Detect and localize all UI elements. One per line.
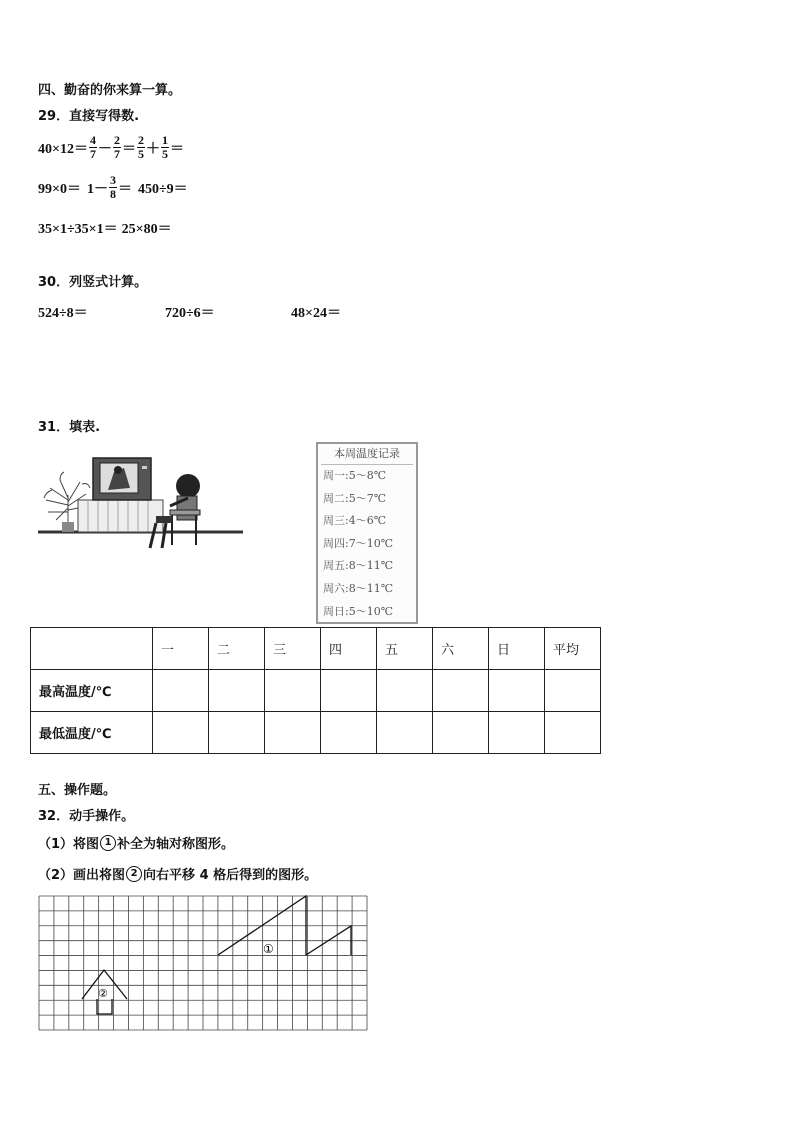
q29-row2-c: 450÷9＝ xyxy=(137,181,188,197)
q29-row2 xyxy=(38,174,188,201)
table-cell[interactable] xyxy=(265,712,321,754)
equals-sign: ＝ xyxy=(121,141,136,157)
q32-title: 32．动手操作。 xyxy=(38,809,135,824)
table-header-cell: 三 xyxy=(265,628,321,670)
q30-item-2: 720÷6＝ xyxy=(165,306,215,321)
shape-1-label: ① xyxy=(263,942,274,956)
table-header-cell: 五 xyxy=(377,628,433,670)
shape-2-label: ② xyxy=(98,987,108,1000)
notice-line: 周一:5～8℃ xyxy=(323,469,387,482)
plus-sign: ＋ xyxy=(145,141,160,157)
table-cell[interactable] xyxy=(545,712,601,754)
row-label-low: 最低温度/℃ xyxy=(31,712,153,754)
fraction: $\frac{2}{5}$ xyxy=(137,133,144,161)
q29-row2-a: 99×0＝ xyxy=(38,181,81,197)
table-cell[interactable] xyxy=(433,670,489,712)
table-cell[interactable] xyxy=(489,670,545,712)
q29-row1-a: 40×12＝ xyxy=(38,141,88,157)
section4-heading: 四、勤奋的你来算一算。 xyxy=(38,83,182,98)
table-cell[interactable] xyxy=(545,670,601,712)
circled-number-1: 1 xyxy=(100,835,116,851)
q29-row2-b-pre: 1－ xyxy=(86,181,108,197)
notice-line: 周六:8～11℃ xyxy=(323,581,394,595)
fraction: $\frac{2}{7}$ xyxy=(113,133,120,161)
fraction: $\frac{3}{8}$ xyxy=(109,173,116,201)
table-header-cell: 六 xyxy=(433,628,489,670)
q30-item-1: 524÷8＝ xyxy=(38,306,88,321)
q32-sub2-post: 向右平移 4 格后得到的图形。 xyxy=(143,868,318,883)
notice-line: 周二:5～7℃ xyxy=(323,491,387,505)
fraction: $\frac{4}{7}$ xyxy=(89,133,96,161)
q32-sub1-post: 补全为轴对称图形。 xyxy=(117,837,235,852)
notice-line: 周四:7～10℃ xyxy=(323,536,394,550)
q29-row3-b: 25×80＝ xyxy=(121,222,172,237)
table-header-cell: 四 xyxy=(321,628,377,670)
table-row xyxy=(31,670,601,712)
table-header-row xyxy=(31,628,601,670)
q29-title: 29．直接写得数. xyxy=(38,109,140,124)
table-cell[interactable] xyxy=(153,712,209,754)
q32-sub2-pre: （2）画出将图 xyxy=(38,868,126,883)
grid-lines xyxy=(39,896,367,1030)
notice-line: 周日:5～10℃ xyxy=(323,604,394,618)
table-cell[interactable] xyxy=(209,670,265,712)
equals-sign: ＝ xyxy=(117,181,132,197)
q29-row1 xyxy=(38,134,184,161)
q29-row3-a: 35×1÷35×1＝ xyxy=(38,222,118,237)
q30-title: 30．列竖式计算。 xyxy=(38,275,148,290)
temperature-table xyxy=(30,627,601,754)
table-cell[interactable] xyxy=(377,712,433,754)
table-cell[interactable] xyxy=(209,712,265,754)
circled-number-2: 2 xyxy=(126,866,142,882)
minus-sign: － xyxy=(97,141,112,157)
q32-sub1 xyxy=(38,833,234,852)
table-cell[interactable] xyxy=(433,712,489,754)
equals-sign: ＝ xyxy=(169,141,184,157)
table-cell[interactable] xyxy=(321,712,377,754)
section5-heading: 五、操作题。 xyxy=(38,783,117,798)
q32-sub2 xyxy=(38,864,317,883)
table-cell[interactable] xyxy=(321,670,377,712)
table-cell[interactable] xyxy=(489,712,545,754)
table-header-cell: 平均 xyxy=(545,628,601,670)
temperature-notice xyxy=(316,442,418,624)
table-header-cell xyxy=(31,628,153,670)
notice-line: 周五:8～11℃ xyxy=(323,559,394,573)
table-cell[interactable] xyxy=(377,670,433,712)
notice-line: 周三:4～6℃ xyxy=(323,514,387,528)
child-watching-tv-illustration xyxy=(38,450,243,555)
fraction: $\frac{1}{5}$ xyxy=(161,133,168,161)
row-label-high: 最高温度/℃ xyxy=(31,670,153,712)
q30-item-3: 48×24＝ xyxy=(291,306,341,321)
drawing-grid[interactable] xyxy=(38,895,368,1031)
table-cell[interactable] xyxy=(265,670,321,712)
q31-title: 31．填表. xyxy=(38,420,101,435)
table-header-cell: 日 xyxy=(489,628,545,670)
table-header-cell: 二 xyxy=(209,628,265,670)
notice-title: 本周温度记录 xyxy=(321,444,413,465)
q29-row3 xyxy=(38,218,172,238)
q32-sub1-pre: （1）将图 xyxy=(38,837,100,852)
table-header-cell: 一 xyxy=(153,628,209,670)
shape-2-base xyxy=(97,999,112,1014)
table-cell[interactable] xyxy=(153,670,209,712)
table-row xyxy=(31,712,601,754)
